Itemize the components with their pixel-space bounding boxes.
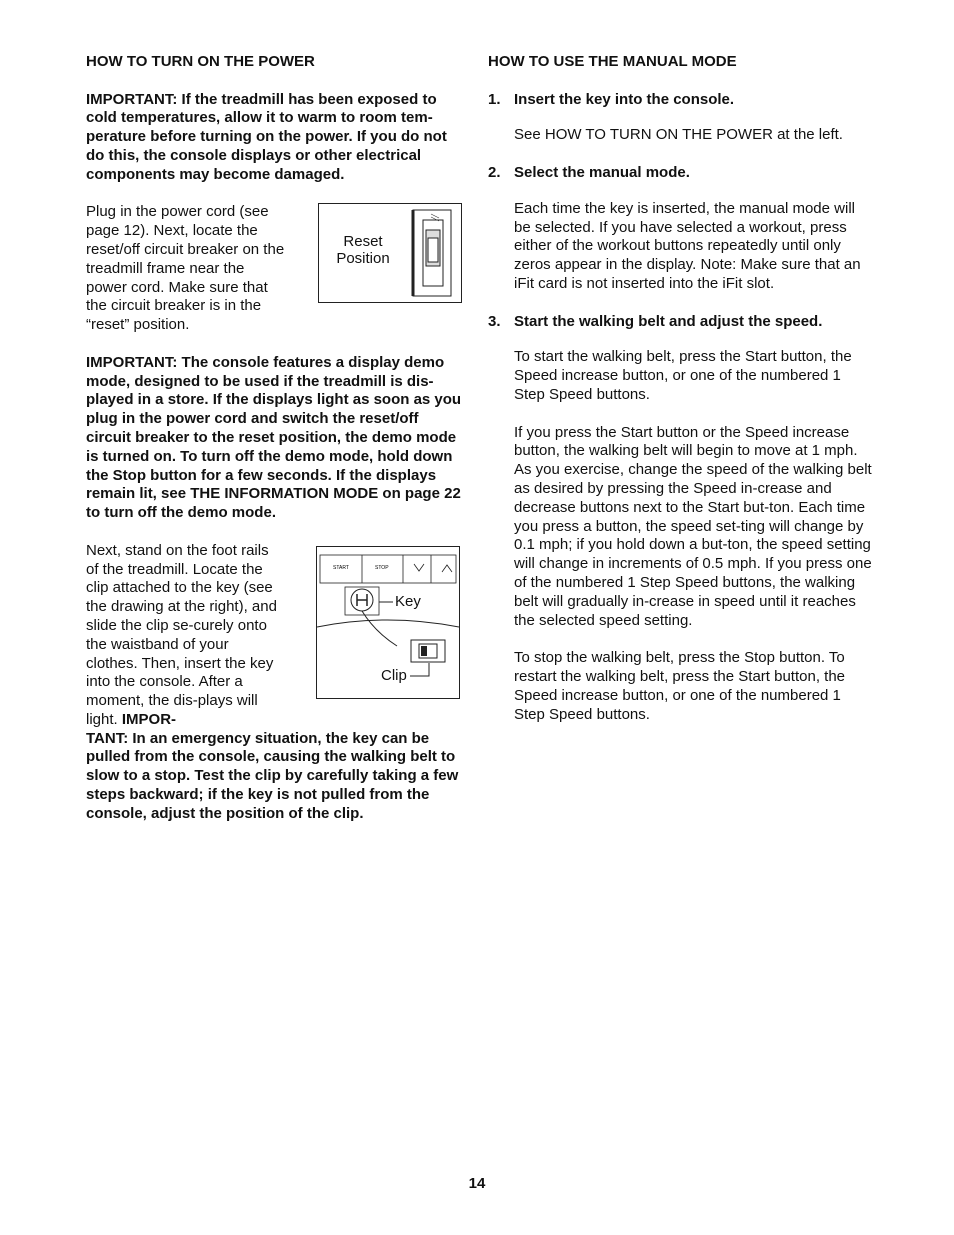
next-stand-text: Next, stand on the foot rails of the treadmill. Locate the clip attached to the key (see the drawing at the right), and slide the clip se-curely onto the waistband of your clothes. Then, insert the key into the console. After a moment, the dis-plays will light. xyxy=(86,541,277,728)
important-cold-paragraph: IMPORTANT: If the treadmill has been exposed to cold temperatures, allow it to warm to room tem-perature before turning on the power. If you do not do this, the console displays or other electrical components may become damaged. xyxy=(86,90,447,183)
step-title: Start the walking belt and adjust the speed. xyxy=(514,312,823,330)
circuit-breaker-drawing xyxy=(319,204,461,302)
important-demo-paragraph: IMPORTANT: The console features a display demo mode, designed to be used if the treadmill is dis-played in a store. If the displays light as soon as you plug in the power cord and switch the reset/off circuit breaker to the reset position, the demo mode is turned on. To turn off the demo mode, hold down the Stop button for a few seconds. If the displays remain lit, see THE INFORMATION MODE on page 22 to turn off the demo mode. xyxy=(86,353,462,522)
plug-in-paragraph: Plug in the power cord (see page 12). Next, locate the reset/off circuit breaker on the treadmill frame near the power cord. Make sure that the circuit breaker is in the “reset” position. xyxy=(86,203,285,334)
step-paragraph: See HOW TO TURN ON THE POWER at the left. xyxy=(514,126,843,144)
step-number: 1. xyxy=(488,90,501,108)
key-label: Key xyxy=(395,592,421,610)
step-paragraph: To start the walking belt, press the Start button, the Speed increase button, or one of the numbered 1 Step Speed buttons. xyxy=(514,348,852,403)
key-clip-figure xyxy=(316,546,460,699)
step-title: Select the manual mode. xyxy=(514,163,690,181)
step-paragraph: To stop the walking belt, press the Stop button. To restart the walking belt, press the Start button, the Speed increase button, or one of the numbered 1 Step Speed buttons. xyxy=(514,649,846,723)
start-button-label: START xyxy=(333,564,349,571)
page-number: 14 xyxy=(468,1175,486,1192)
next-stand-paragraph xyxy=(86,542,281,730)
important-emergency-start: IMPOR- xyxy=(121,710,177,728)
reset-section xyxy=(86,203,467,335)
step-2 xyxy=(488,164,873,294)
power-heading: HOW TO TURN ON THE POWER xyxy=(86,53,315,70)
manual-mode-heading: HOW TO USE THE MANUAL MODE xyxy=(488,53,737,70)
step-3 xyxy=(488,313,873,725)
step-title: Insert the key into the console. xyxy=(514,90,735,108)
reset-label: Reset xyxy=(343,233,383,251)
right-column xyxy=(488,53,873,724)
step-number: 2. xyxy=(488,163,501,181)
step-1 xyxy=(488,91,873,146)
stop-button-label: STOP xyxy=(375,564,389,571)
key-section xyxy=(86,542,467,824)
step-paragraph: If you press the Start button or the Speed increase button, the walking belt will begin to move at 1 mph. As you exercise, change the speed of the walking belt as desired by pressing the Speed in-crease and decrease buttons next to the Start but-ton. Each time you press a button, the speed set-ting will change by 0.1 mph; if you hold down a but-ton, the speed setting will change in increments of 0.5 mph. If you press one of the numbered 1 Step Speed buttons, the walking belt will gradually in-crease in speed until it reaches the selected speed setting. xyxy=(514,423,872,629)
clip-label: Clip xyxy=(381,666,407,684)
step-number: 3. xyxy=(488,312,501,330)
left-column xyxy=(86,53,467,824)
important-emergency-paragraph: TANT: In an emergency situation, the key can be pulled from the console, causing the walking belt to slow to a stop. Test the clip by carefully taking a few steps backward; if the key is not pulled from the console, adjust the position of the clip. xyxy=(86,729,459,822)
reset-position-figure xyxy=(318,203,462,303)
step-paragraph: Each time the key is inserted, the manual mode will be selected. If you have selected a workout, press either of the workout buttons repeatedly until only zeros appear in the display. Note: Make sure that an iFit card is not inserted into the iFit slot. xyxy=(514,199,861,292)
position-label: Position xyxy=(336,250,390,268)
